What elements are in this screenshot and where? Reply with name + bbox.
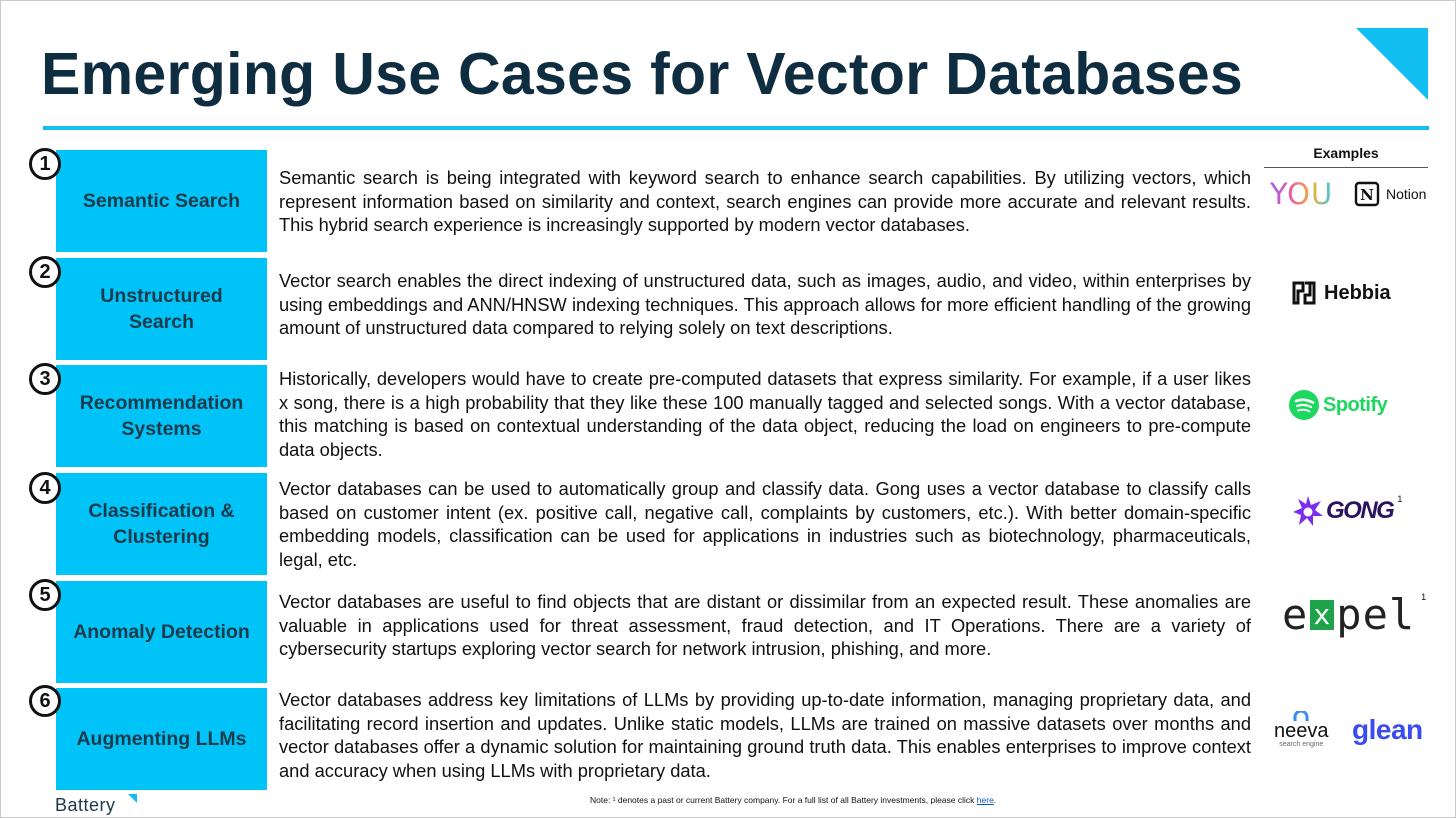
use-case-description: Historically, developers would have to create pre-computed datasets that express similarity. For example, if a user likes x song, there is a high probability that they like these 100 manually tagged and selected songs. With a vector database, this matching is based on contextual understanding of the data object, reducing the load on engineers to pre-compute data objects. <box>279 368 1251 460</box>
footnote-text: Note: ¹ denotes a past or current Battery company. For a full list of all Battery investments, please click <box>590 795 975 805</box>
notion-logo <box>1354 180 1426 208</box>
number-badge: 3 <box>29 363 61 395</box>
battery-flag-icon <box>128 794 137 803</box>
number-badge: 4 <box>29 472 61 504</box>
number-badge: 1 <box>29 148 61 180</box>
hebbia-wordmark: Hebbia <box>1324 281 1391 304</box>
footnote <box>590 795 996 805</box>
gong-footnote-marker: 1 <box>1397 494 1403 504</box>
use-case-description: Vector databases can be used to automatically group and classify data. Gong uses a vector database to classify calls based on customer intent (ex. positive call, negative call, complaints by customers, etc.). With better domain-specific embedding models, classification can be used for applications in industries such as biotechnology, pharmaceuticals, legal, etc. <box>279 478 1251 570</box>
spotify-icon <box>1289 390 1319 420</box>
corner-triangle-icon <box>1356 28 1428 100</box>
you-logo <box>1270 178 1333 210</box>
examples-header: Examples <box>1313 145 1379 161</box>
number-badge: 6 <box>29 685 61 717</box>
gong-logo <box>1292 494 1402 528</box>
expel-wordmark: e x pel <box>1282 590 1416 639</box>
use-case-title: Anomaly Detection <box>56 581 267 683</box>
use-case-title: Recommendation Systems <box>56 365 267 467</box>
battery-brand: Battery <box>55 795 116 815</box>
neeva-wordmark: neeva <box>1274 720 1329 742</box>
notion-wordmark: Notion <box>1386 186 1427 202</box>
footnote-end: . <box>993 795 997 805</box>
number-badge: 2 <box>29 256 61 288</box>
number-badge: 5 <box>29 579 61 611</box>
expel-x-box: x <box>1310 600 1334 630</box>
expel-logo <box>1282 592 1426 638</box>
expel-footnote-marker: 1 <box>1421 592 1427 602</box>
title-underline <box>43 126 1429 130</box>
use-case-description: Semantic search is being integrated with keyword search to enhance search capabilities. By utilizing vectors, which represent information based on similarity and context, search engines can provide more accurate and relevant results. This hybrid search experience is increasingly supported by modern vector databases. <box>279 167 1251 236</box>
slide-title: Emerging Use Cases for Vector Databases <box>41 41 1244 107</box>
hebbia-logo <box>1292 280 1391 306</box>
use-case-description: Vector search enables the direct indexing of unstructured data, such as images, audio, and video, within enterprises by using embeddings and ANN/HNSW indexing techniques. This approach allows for more efficient handling of the growing amount of unstructured data compared to relying solely on text descriptions. <box>279 270 1251 339</box>
use-case-description: Vector databases address key limitations of LLMs by providing up-to-date information, managing proprietary data, and facilitating record insertion and updates. Unlike static models, LLMs are trained on massive datasets over months and vector databases offer a dynamic solution for maintaining ground truth data. This enables enterprises to improve context and accuracy when using LLMs with proprietary data. <box>279 689 1251 781</box>
examples-divider <box>1264 167 1428 168</box>
gong-wordmark: GONG <box>1326 497 1394 524</box>
use-case-description: Vector databases are useful to find objects that are distant or dissimilar from an expected result. These anomalies are valuable in applications used for threat assessment, fraud detection, and IT Operations. There are a variety of cybersecurity startups exploring vector search for network intrusion, phishing, and more. <box>279 591 1251 660</box>
neeva-subtitle: search engine <box>1279 741 1324 748</box>
use-case-title: Classification & Clustering <box>56 473 267 575</box>
gong-starburst-icon <box>1292 495 1324 527</box>
use-case-title: Semantic Search <box>56 150 267 252</box>
spotify-wordmark: Spotify <box>1323 393 1388 416</box>
hebbia-icon <box>1292 281 1316 305</box>
footnote-link[interactable]: here <box>976 795 994 805</box>
use-case-title: Unstructured Search <box>56 258 267 360</box>
glean-logo <box>1352 712 1423 748</box>
notion-icon <box>1354 181 1380 207</box>
use-case-title: Augmenting LLMs <box>56 688 267 790</box>
you-wordmark: YOU <box>1270 177 1334 211</box>
svg-text:N: N <box>1360 186 1374 204</box>
glean-wordmark: glean <box>1352 714 1423 745</box>
spotify-logo <box>1289 389 1387 421</box>
neeva-logo <box>1274 710 1329 750</box>
